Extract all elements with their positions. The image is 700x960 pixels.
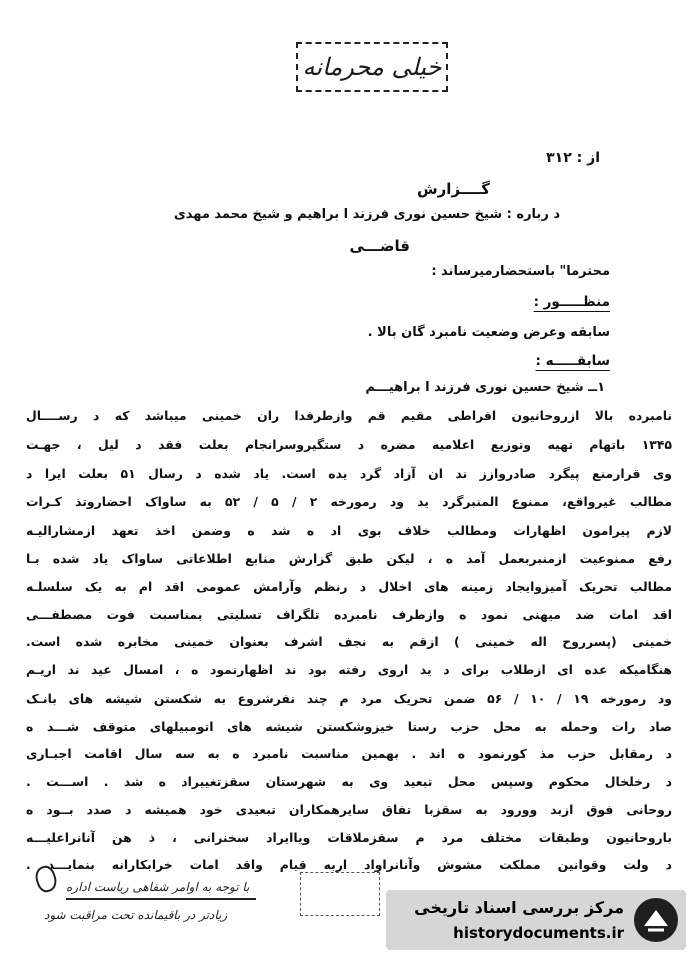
- classification-stamp-text: خیلی محرمانه: [302, 53, 442, 81]
- report-title: گــــزارش: [416, 180, 490, 198]
- body-line: هنگامیکه عده ای ازطلاب برای د ید اروی رفته بود ند اظهارنمود ه ، امسال عید ند اریـم: [26, 662, 672, 677]
- background-heading: سابقـــــه :: [535, 353, 610, 369]
- purpose-heading: منظـــــور :: [533, 294, 610, 310]
- handwritten-note: با توجه به اوامر شفاهی ریاست اداره: [66, 880, 250, 894]
- body-line: د رمقابل حزب مذ کورنمود ه اند . بهمین مناسبت نامبرد ه به سه سال اقامت اجبـاری: [26, 746, 672, 761]
- body-line: باروحانیون وطبقات مختلف مرد م سقزملاقات ویاایراد سخنرانی ، ذ هن آنانراعلیـــه: [26, 830, 672, 845]
- archive-watermark: [386, 890, 686, 950]
- purpose-text: سابقه وعرض وضعیت نامبرد گان بالا .: [367, 325, 610, 340]
- salutation: محترما" باستحضارمیرساند :: [431, 264, 610, 279]
- archive-watermark-title: مرکز بررسی اسناد تاریخی: [414, 898, 624, 917]
- body-line: روحانی فوق ازبد وورود به سقزبا تفاق سایرهمکاران تبعیدی خود همیشه د صدد بــود ه: [26, 802, 672, 817]
- body-line: مطالب تحریک آمیزوایجاد زمینه های اخلال د رنظم وآرامش عمومی اقد ام به یک سلسلـه: [26, 579, 672, 594]
- body-line: اقد امات ضد میهنی نمود ه وازطرف نامبرده تلگراف تسلیتی بمناسبت فوت مصطفـــی: [26, 607, 672, 622]
- body-line: د رخلخال محکوم وسپس محل تبعید وی به شهرستان سقزتغییراد ه شد . اســـت .: [26, 774, 672, 789]
- body-line: ۱۳۴۵ باتهام تهیه وتوزیع اعلامیه مضره د ستگیروسرانجام بعلت فقد د لیل ، جهـت: [26, 437, 672, 452]
- body-line: نامبرده بالا ازروحانیون افراطی مقیم قم وازطرفدا ران خمینی میباشد که د رســــال: [26, 408, 672, 423]
- body-line: صاد رات وحمله به محل حزب رستا خیزوشکستن شیشه های اتومبیلهای متوقف شـــد ه: [26, 719, 672, 734]
- classification-stamp: [296, 42, 448, 92]
- body-line: د ولت وقوانین مملکت مشوش وآنانراواد اربه قیام واقد امات خرابکارانه بنمایـــد .: [26, 857, 672, 872]
- item1-heading: ۱ــ شیخ حسین نوری فرزند ا براهیـــم: [365, 380, 605, 395]
- faint-stamp-mark: [300, 872, 380, 916]
- archive-logo-icon: [632, 896, 680, 944]
- body-line: ود رمورخه ۱۹ / ۱۰ / ۵۶ ضمن تحریک مرد م چند نفرشروع به شکستن شیشه های بانـک: [26, 691, 672, 706]
- report-subject-continued: قاضـــی: [349, 237, 410, 255]
- handwritten-underline: [66, 898, 256, 900]
- report-number: از : ۳۱۲: [546, 150, 600, 166]
- report-subject: د رباره : شیخ حسین نوری فرزند ا براهیم و شیخ محمد مهدی: [173, 207, 560, 222]
- handwritten-note: زیادتر در باقیمانده تحت مراقبت شود: [44, 908, 228, 922]
- body-line: لازم پیرامون اظهارات ومطالب خلاف بوی اد ه شد ه وضمن اخذ تعهد ازمشارالیـه: [26, 523, 672, 538]
- body-line: وی قرارمنع پیگرد صادروازز ند ان آزاد گرد یده است. یاد شده د رسال ۵۱ بعلت ایرا د: [26, 466, 672, 481]
- body-line: مطالب غیرواقع، ممنوع المنبرگرد ید ود رمورخه ۲ / ۵ / ۵۲ به ساواک احضاروتذ کـرات: [26, 494, 672, 509]
- body-line: رفع ممنوعیت ازمنبربعمل آمد ه ، لیکن طبق گزارش منابع اطلاعاتی ساواک یاد شده بـا: [26, 551, 672, 566]
- body-line: خمینی (پسرروح اله خمینی ) ازقم به نجف اشرف بعنوان خمینی مخابره شده است.: [26, 634, 672, 649]
- archive-watermark-url: historydocuments.ir: [453, 924, 624, 942]
